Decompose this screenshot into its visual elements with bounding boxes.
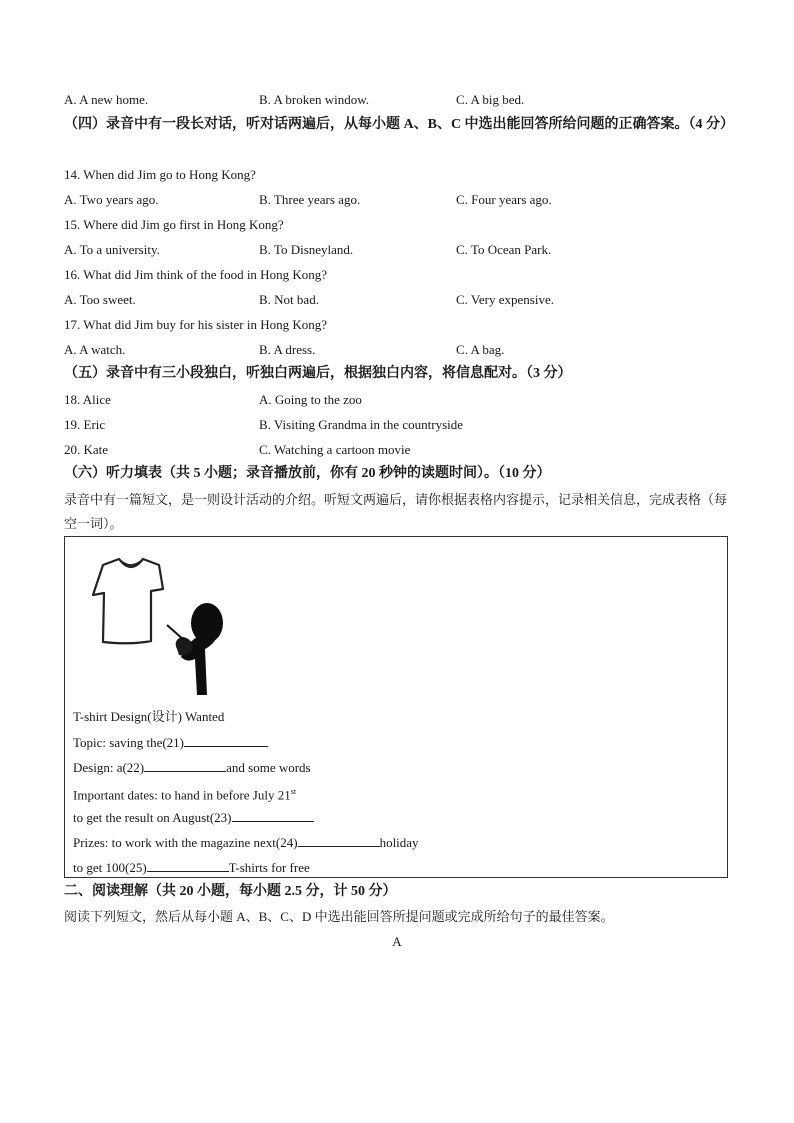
form-design-suffix: and some words [226,760,311,775]
form-design-label: Design: a(22) [73,760,145,775]
q16-options [64,292,744,308]
blank-25[interactable] [147,859,229,872]
form-prizes-line-2 [73,859,310,876]
q13-option-c: C. A big bed. [456,92,525,107]
match-row-19 [64,417,744,433]
q17-option-a: A. A watch. [64,342,126,357]
q14-option-a: A. Two years ago. [64,192,159,207]
match-row-20 [64,442,744,458]
tshirt-painter-illustration [81,545,241,705]
q17-option-c: C. A bag. [456,342,505,357]
q14-question: 14. When did Jim go to Hong Kong? [64,167,256,182]
tshirt-shape [93,559,163,643]
section6-heading: （六）听力填表（共 5 小题；录音播放前，你有 20 秒钟的读题时间）。（10 分） [64,466,551,481]
section5-heading: （五）录音中有三小段独白，听独白两遍后，根据独白内容，将信息配对。（3 分） [64,366,572,381]
q14-option-b: B. Three years ago. [259,192,361,207]
q16-option-c: C. Very expensive. [456,292,554,307]
form-prizes-free-suffix: T-shirts for free [228,860,310,875]
q16-option-a: A. Too sweet. [64,292,136,307]
form-design-line [73,759,311,776]
form-dates-sup: st [290,787,297,796]
q14-option-c: C. Four years ago. [456,192,552,207]
form-table-box [64,536,728,878]
q17-question: 17. What did Jim buy for his sister in Hong Kong? [64,317,327,332]
form-prizes-suffix: holiday [379,835,419,850]
part2-instruction: 阅读下列短文，然后从每小题 A、B、C、D 中选出能回答所提问题或完成所给句子的最佳答案。 [64,909,614,924]
match-row-18 [64,392,744,408]
q14-options [64,192,744,208]
q13-option-b: B. A broken window. [259,92,370,107]
form-prizes-label: Prizes: to work with the magazine next(24) [73,835,298,850]
form-dates-label: Important dates: to hand in before July 21 [73,787,291,803]
form-dates-line-1 [73,784,296,803]
blank-23[interactable] [232,809,314,822]
q17-options [64,342,744,358]
q15-options [64,242,744,258]
q15-question: 15. Where did Jim go first in Hong Kong? [64,217,284,232]
blank-21[interactable] [184,734,268,747]
form-topic-label: Topic: saving the(21) [73,735,185,750]
blank-24[interactable] [298,834,380,847]
match-left-20: 20. Kate [64,442,109,457]
part2-heading: 二、阅读理解（共 20 小题，每小题 2.5 分，计 50 分） [64,884,397,899]
passage-label: A [392,934,402,949]
q13-option-a: A. A new home. [64,92,149,107]
match-right-b: B. Visiting Grandma in the countryside [259,417,464,432]
q13-options [64,92,744,108]
blank-22[interactable] [144,759,226,772]
q15-option-c: C. To Ocean Park. [456,242,552,257]
form-prizes-line-1 [73,834,419,851]
match-right-a: A. Going to the zoo [259,392,362,407]
section6-intro: 录音中有一篇短文，是一则设计活动的介绍。听短文两遍后，请你根据表格内容提示，记录相关信息，完成表格（每空一词）。 [64,492,728,531]
paint-brush [167,625,185,641]
q15-option-a: A. To a university. [64,242,160,257]
match-right-c: C. Watching a cartoon movie [259,442,411,457]
q15-option-b: B. To Disneyland. [259,242,354,257]
form-prizes-free-label: to get 100(25) [73,860,147,875]
match-left-18: 18. Alice [64,392,111,407]
q16-question: 16. What did Jim think of the food in Hong Kong? [64,267,327,282]
match-left-19: 19. Eric [64,417,106,432]
q16-option-b: B. Not bad. [259,292,319,307]
form-dates-result-label: to get the result on August(23) [73,810,232,825]
form-dates-line-2 [73,809,314,826]
form-topic-line [73,734,268,751]
section4-heading: （四）录音中有一段长对话，听对话两遍后，从每小题 A、B、C 中选出能回答所给问题的正确答案。（4 分） [64,117,735,132]
form-title: T-shirt Design(设计) Wanted [73,709,225,724]
q17-option-b: B. A dress. [259,342,316,357]
